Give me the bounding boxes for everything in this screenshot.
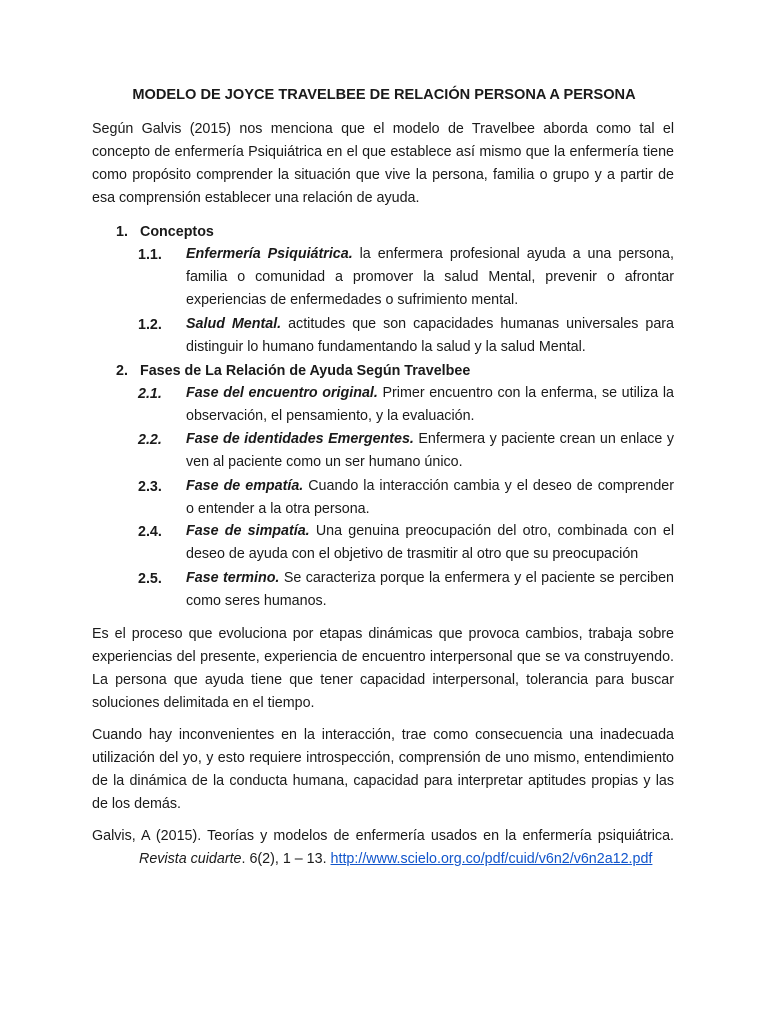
section-1-heading: Conceptos [140, 224, 214, 240]
section-2-number: 2. [116, 363, 128, 379]
body-paragraph-3: Cuando hay inconvenientes en la interacción, trae como consecuencia una inadecuada utilización del yo, y esto requiere introspección, comprensión de uno mismo, entendimiento de la dinámica de la conducta humana, capacidad para interpretar aptitudes propias y las de los demás. [92, 727, 674, 812]
intro-paragraph: Según Galvis (2015) nos menciona que el modelo de Travelbee aborda como tal el concepto de enfermería Psiquiátrica en el que establece así mismo que la enfermería tiene como propósito comprender la situación que vive la persona, familia o grupo y a partir de esa comprensión establecer una relación de ayuda. [92, 121, 674, 206]
section-2-heading: Fases de La Relación de Ayuda Según Travelbee [140, 363, 471, 379]
item-2-3-text: Cuando la interacción cambia y el deseo de comprender o entender a la otra persona. [186, 478, 674, 517]
item-2-1-number: 2.1. [138, 386, 162, 402]
reference-details: . 6(2), 1 – 13. [241, 851, 331, 867]
item-2-2-text: Enfermera y paciente crean un enlace y ven al paciente como un ser humano único. [186, 431, 674, 470]
item-2-5-body [186, 567, 674, 613]
section-1-number: 1. [116, 224, 128, 240]
item-2-3-body [186, 475, 674, 521]
item-1-2-term: Salud Mental. [186, 316, 282, 332]
item-2-1-term: Fase del encuentro original. [186, 385, 378, 401]
item-1-1-number: 1.1. [138, 247, 162, 263]
item-2-1-body [186, 382, 674, 428]
item-2-5-text: Se caracteriza porque la enfermera y el paciente se perciben como seres humanos. [186, 570, 674, 609]
document-title: MODELO DE JOYCE TRAVELBEE DE RELACIÓN PERSONA A PERSONA [132, 87, 636, 103]
item-2-4-number: 2.4. [138, 524, 162, 540]
reference-authors: Galvis, A (2015). Teorías y modelos de enfermería usados en la enfermería psiquiátrica. [92, 828, 674, 844]
reference-entry [92, 825, 674, 871]
item-1-1-term: Enfermería Psiquiátrica. [186, 246, 353, 262]
item-2-4-text: Una genuina preocupación del otro, combinada con el deseo de ayuda con el objetivo de trasmitir al otro que su preocupación [186, 523, 674, 562]
item-2-2-body [186, 428, 674, 474]
item-2-3-term: Fase de empatía. [186, 478, 304, 494]
item-2-5-number: 2.5. [138, 571, 162, 587]
item-2-4-term: Fase de simpatía. [186, 523, 310, 539]
reference-link[interactable]: http://www.scielo.org.co/pdf/cuid/v6n2/v6n2a12.pdf [330, 851, 653, 867]
reference-source [92, 848, 674, 871]
item-1-1-text: la enfermera profesional ayuda a una persona, familia o comunidad a promover la salud Mental, prevenir o afrontar experiencias de enfermedades o sufrimiento mental. [186, 246, 674, 308]
item-2-2-term: Fase de identidades Emergentes. [186, 431, 414, 447]
reference-journal: Revista cuidarte [139, 851, 242, 867]
item-1-1-body [186, 243, 674, 312]
body-paragraph-2: Es el proceso que evoluciona por etapas dinámicas que provoca cambios, trabaja sobre experiencias del presente, experiencia de encuentro interpersonal que se va construyendo. La persona que ayuda tiene que tener capacidad interpersonal, tolerancia para buscar soluciones delimitada en el tiempo. [92, 626, 674, 711]
item-2-1-text: Primer encuentro con la enferma, se utiliza la observación, el pensamiento, y la evaluación. [186, 385, 674, 424]
item-1-2-body [186, 313, 674, 359]
item-1-2-number: 1.2. [138, 317, 162, 333]
item-2-4-body [186, 520, 674, 566]
item-2-2-number: 2.2. [138, 432, 162, 448]
item-1-2-text: actitudes que son capacidades humanas universales para distinguir lo humano fundamentando la salud y la salud Mental. [186, 316, 674, 355]
item-2-3-number: 2.3. [138, 479, 162, 495]
item-2-5-term: Fase termino. [186, 570, 280, 586]
